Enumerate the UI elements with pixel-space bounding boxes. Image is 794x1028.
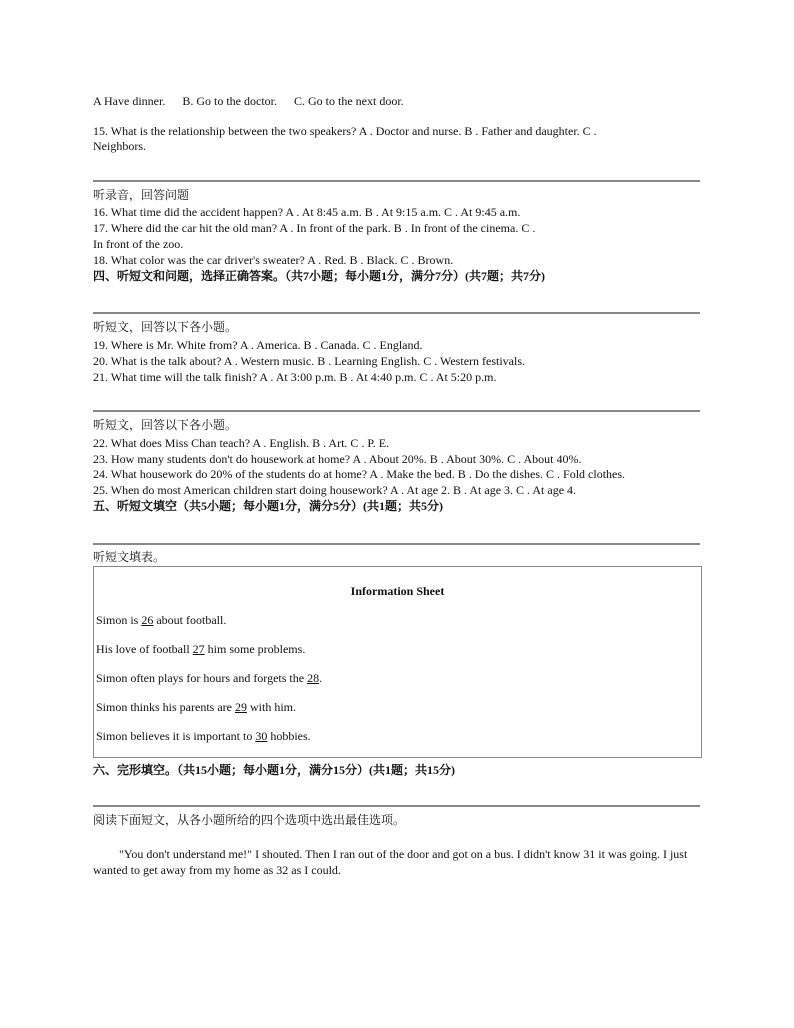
sheet-row-27: His love of football 27 him some problems. bbox=[96, 642, 306, 656]
information-sheet bbox=[93, 566, 702, 758]
section-divider bbox=[93, 805, 700, 807]
question-24: 24. What housework do 20% of the students do at home? A . Make the bed. B . Do the dishes. C . Fold clothes. bbox=[93, 467, 626, 481]
information-sheet-title: Information Sheet bbox=[350, 584, 445, 598]
question-19: 19. Where is Mr. White from? A . America. B . Canada. C . England. bbox=[93, 338, 423, 352]
part-6-heading: 六、完形填空。（共15小题；每小题1分，满分15分）(共1题；共15分) bbox=[93, 763, 455, 777]
q14-option-a: A Have dinner. bbox=[93, 94, 166, 108]
blank-29[interactable]: 29 bbox=[234, 700, 247, 714]
q15-line-1: 15. What is the relationship between the two speakers? A . Doctor and nurse. B . Father and daughter. C . bbox=[93, 124, 597, 138]
question-22: 22. What does Miss Chan teach? A . English. B . Art. C . P. E. bbox=[93, 436, 390, 450]
sheet-row-26: Simon is 26 about football. bbox=[96, 613, 227, 627]
section-divider bbox=[93, 543, 700, 545]
question-16: 16. What time did the accident happen? A . At 8:45 a.m. B . At 9:15 a.m. C . At 9:45 a.m. bbox=[93, 205, 521, 219]
part-4-heading: 四、听短文和问题，选择正确答案。（共7小题；每小题1分，满分7分）(共7题；共7分) bbox=[93, 269, 545, 283]
section-divider bbox=[93, 180, 700, 182]
section-e-instruction: 阅读下面短文，从各小题所给的四个选项中选出最佳选项。 bbox=[93, 813, 406, 827]
question-25: 25. When do most American children start doing housework? A . At age 2. B . At age 3. C . At age 4. bbox=[93, 483, 577, 497]
blank-28[interactable]: 28 bbox=[307, 671, 320, 685]
cloze-paragraph: "You don't understand me!" I shouted. Then I ran out of the door and got on a bus. I didn't know 31 it was going. I just wanted to get away from my home as 32 as I could. bbox=[93, 847, 688, 877]
section-d-instruction: 听短文填表。 bbox=[93, 550, 166, 564]
q15-line-2: Neighbors. bbox=[93, 139, 146, 153]
sheet-row-29: Simon thinks his parents are 29 with him. bbox=[96, 700, 296, 714]
section-b-instruction: 听短文，回答以下各小题。 bbox=[93, 320, 238, 334]
question-20: 20. What is the talk about? A . Western music. B . Learning English. C . Western festivals. bbox=[93, 354, 525, 368]
section-divider bbox=[93, 312, 700, 314]
sheet-row-28: Simon often plays for hours and forgets the 28. bbox=[96, 671, 323, 685]
blank-26[interactable]: 26 bbox=[141, 613, 154, 627]
sheet-row-30: Simon believes it is important to 30 hobbies. bbox=[96, 729, 311, 743]
question-17-cont: In front of the zoo. bbox=[93, 237, 184, 251]
question-18: 18. What color was the car driver's sweater? A . Red. B . Black. C . Brown. bbox=[93, 253, 454, 267]
q14-options bbox=[93, 94, 418, 109]
q14-option-b: B. Go to the doctor. bbox=[182, 94, 277, 108]
part-5-heading: 五、听短文填空（共5小题；每小题1分，满分5分）(共1题；共5分) bbox=[93, 499, 443, 513]
question-17: 17. Where did the car hit the old man? A . In front of the park. B . In front of the cinema. C . bbox=[93, 221, 536, 235]
q14-option-c: C. Go to the next door. bbox=[294, 94, 404, 108]
section-a-instruction: 听录音，回答问题 bbox=[93, 188, 190, 202]
section-divider bbox=[93, 410, 700, 412]
question-21: 21. What time will the talk finish? A . At 3:00 p.m. B . At 4:40 p.m. C . At 5:20 p.m. bbox=[93, 370, 497, 384]
blank-27[interactable]: 27 bbox=[192, 642, 205, 656]
section-c-instruction: 听短文，回答以下各小题。 bbox=[93, 418, 238, 432]
blank-30[interactable]: 30 bbox=[255, 729, 268, 743]
question-23: 23. How many students don't do housework at home? A . About 20%. B . About 30%. C . About 40%. bbox=[93, 452, 582, 466]
